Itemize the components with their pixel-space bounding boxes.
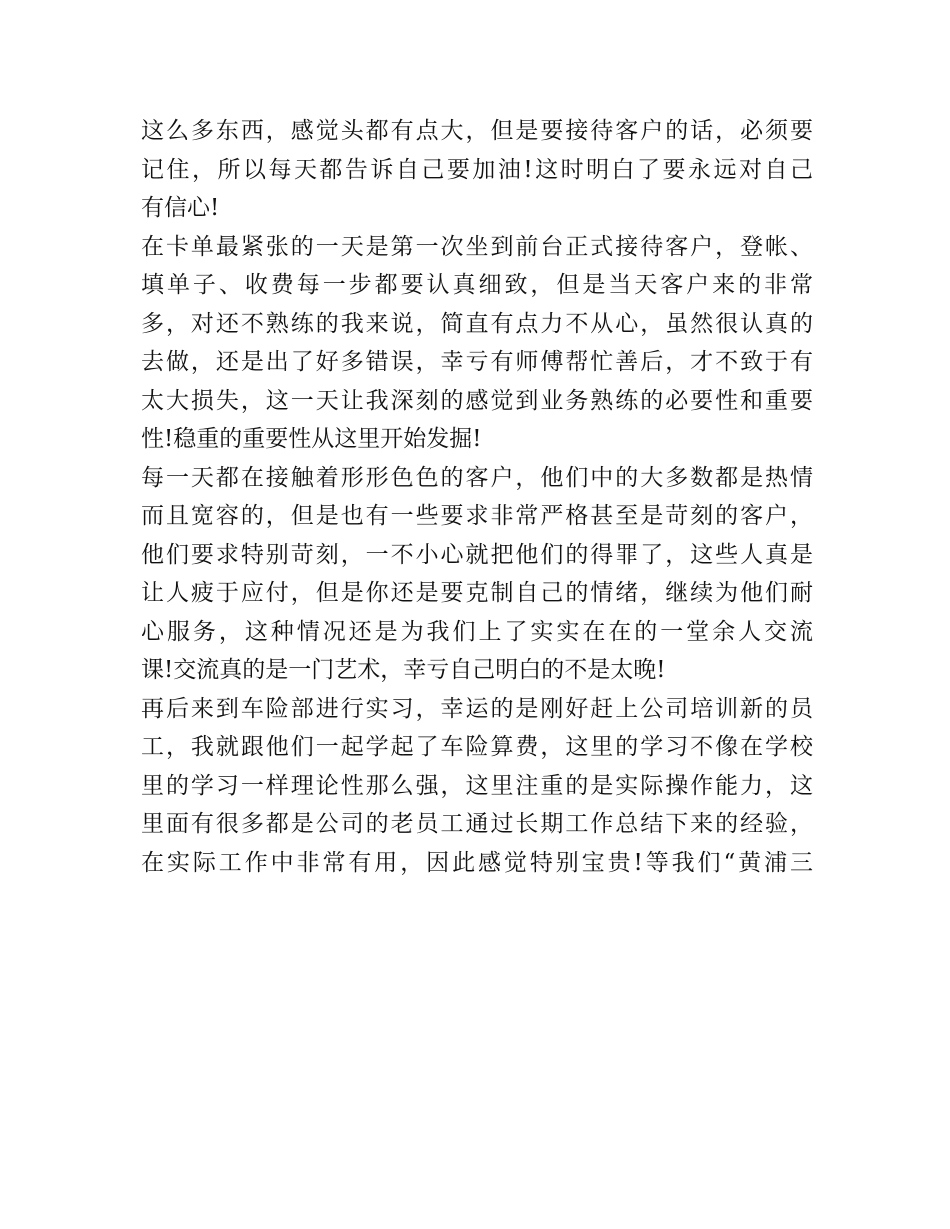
text-line: 这么多东西，感觉头都有点大，但是要接待客户的话，必须要 bbox=[141, 118, 813, 144]
text-line: 性!稳重的重要性从这里开始发掘! bbox=[141, 426, 482, 452]
text-line: 心服务，这种情况还是为我们上了实实在在的一堂余人交流 bbox=[141, 618, 813, 645]
text-line: 再后来到车险部进行实习，幸运的是刚好赶上公司培训新的员 bbox=[141, 695, 813, 722]
text-line: 每一天都在接触着形形色色的客户，他们中的大多数都是热情 bbox=[141, 464, 813, 491]
text-line: 他们要求特别苛刻，一不小心就把他们的得罪了，这些人真是 bbox=[141, 541, 813, 568]
text-line: 多，对还不熟练的我来说，简直有点力不从心，虽然很认真的 bbox=[141, 310, 813, 337]
text-line: 去做，还是出了好多错误，幸亏有师傅帮忙善后，才不致于有 bbox=[141, 349, 813, 375]
text-line: 太大损失，这一天让我深刻的感觉到业务熟练的必要性和重要 bbox=[141, 387, 813, 414]
text-line: 让人疲于应付，但是你还是要克制自己的情绪，继续为他们耐 bbox=[141, 580, 813, 606]
text-line: 记住，所以每天都告诉自己要加油!这时明白了要永远对自己 bbox=[141, 156, 813, 183]
text-line: 课!交流真的是一门艺术，幸亏自己明白的不是太晚! bbox=[141, 657, 666, 683]
text-line: 工，我就跟他们一起学起了车险算费，这里的学习不像在学校 bbox=[141, 734, 813, 760]
text-line: 在卡单最紧张的一天是第一次坐到前台正式接待客户，登帐、 bbox=[141, 233, 813, 260]
text-line: 填单子、收费每一步都要认真细致，但是当天客户来的非常 bbox=[141, 272, 813, 298]
text-line: 有信心! bbox=[141, 195, 220, 221]
text-line: 在实际工作中非常有用，因此感觉特别宝贵!等我们“黄浦三 bbox=[141, 849, 813, 876]
text-line: 里的学习一样理论性那么强，这里注重的是实际操作能力，这 bbox=[141, 772, 813, 799]
text-line: 里面有很多都是公司的老员工通过长期工作总结下来的经验， bbox=[141, 811, 813, 837]
text-line: 而且宽容的，但是也有一些要求非常严格甚至是苛刻的客户， bbox=[141, 503, 813, 529]
body-text bbox=[141, 112, 813, 882]
